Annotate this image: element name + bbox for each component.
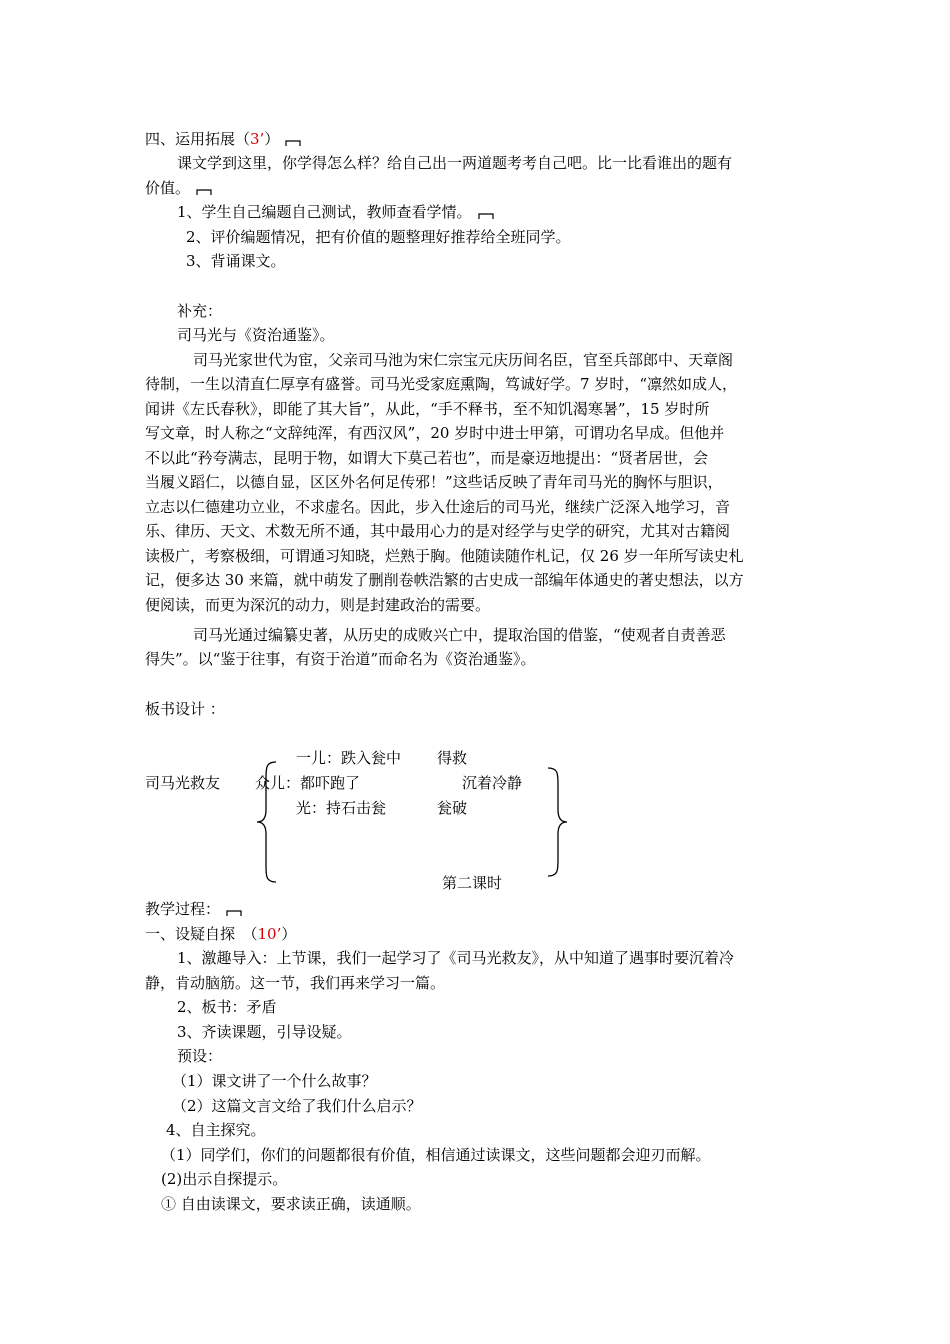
return-mark-icon: [285, 139, 301, 147]
supplement-para1-line: 读极广，考察极细，可谓通习知晓，烂熟于胸。他随读随作札记，仅 26 岁一年所写读史札: [145, 547, 744, 565]
supplement-para1-line: 司马光家世代为宦，父亲司马池为宋仁宗宝元庆历间名臣，官至兵部郎中、天章阁: [193, 351, 734, 369]
right-brace-icon: [544, 766, 570, 878]
lesson2-process: 教学过程：: [145, 899, 242, 919]
board-row3-left: 光：持石击瓮: [296, 799, 387, 817]
section4-item-2: 2、评价编题情况，把有价值的题整理好推荐给全班同学。: [186, 228, 571, 246]
lesson2-line: ① 自由读课文，要求读正确，读通顺。: [161, 1195, 421, 1213]
section4-heading-suffix: ）: [264, 130, 280, 148]
board-row2-right: 沉着冷静: [462, 774, 523, 792]
board-row3-right: 瓮破: [437, 799, 468, 817]
section4-heading: [145, 129, 301, 149]
supplement-para1-line: 待制，一生以清直仁厚享有盛誉。司马光受家庭熏陶，笃诚好学。7 岁时，“凛然如成人，: [145, 375, 737, 393]
lesson2-line: 1、激趣导入：上节课，我们一起学习了《司马光救友》，从中知道了遇事时要沉着冷: [177, 949, 735, 967]
section4-intro-line2: 价值。: [145, 178, 212, 198]
section4-item-1: 1、学生自己编题自己测试，教师查看学情。: [177, 202, 494, 222]
supplement-para1-line: 写文章，时人称之“文辞纯浑，有西汉风”，20 岁时中进士甲第，可谓功名早成。但他并: [145, 424, 725, 442]
lesson2-line: 4、自主探究。: [166, 1121, 266, 1139]
board-label: 板书设计 ：: [145, 700, 225, 718]
lesson2-title: 第二课时: [442, 874, 503, 892]
section4-intro-line1: 课文学到这里，你学得怎么样？给自己出一两道题考考自己吧。比一比看谁出的题有: [177, 154, 733, 172]
left-brace-icon: [254, 760, 280, 884]
supplement-para1-line: 便阅读，而更为深沉的动力，则是封建政治的需要。: [145, 596, 491, 614]
section4-heading-prefix: 四、运用拓展（: [145, 130, 251, 148]
supplement-para1-line: 记，便多达 30 来篇，就中萌发了删削卷帙浩繁的古史成一部编年体通史的著史想法，以方: [145, 571, 744, 589]
lesson2-line: （1）课文讲了一个什么故事？: [172, 1072, 377, 1090]
board-row1-right: 得救: [437, 749, 468, 767]
supplement-para1-line: 乐、律历、天文、术数无所不通，其中最用心力的是对经学与史学的研究，尤其对古籍阅: [145, 522, 731, 540]
return-mark-icon: [226, 909, 242, 917]
lesson2-line: （1）同学们，你们的问题都很有价值，相信通过读课文，这些问题都会迎刃而解。: [161, 1146, 711, 1164]
supplement-title: 司马光与《资治通鉴》。: [177, 326, 335, 344]
lesson2-line: 3、齐读课题，引导设疑。: [177, 1023, 352, 1041]
lesson2-line: 预设：: [177, 1047, 223, 1065]
supplement-para1-line: 不以此“矜夸满志，昆明于物，如谓大下莫己若也”，而是豪迈地提出：“贤者居世，会: [145, 449, 709, 467]
return-mark-icon: [196, 188, 212, 196]
supplement-para1-line: 闻讲《左氏春秋》，即能了其大旨”，从此，“手不释书，至不知饥渴寒暑”，15 岁时所: [145, 400, 710, 418]
board-row1-left: 一儿：跌入瓮中: [296, 749, 402, 767]
board-row2-left: 众儿：都吓跑了: [255, 774, 361, 792]
return-mark-icon: [478, 212, 494, 220]
lesson2-line: (2)出示自探提示。: [161, 1170, 288, 1188]
supplement-para1-line: 立志以仁德建功立业，不求虚名。因此，步入仕途后的司马光，继续广泛深入地学习，音: [145, 498, 731, 516]
lesson2-line: （2）这篇文言文给了我们什么启示？: [172, 1097, 422, 1115]
lesson2-section1-heading: 一、设疑自探 （10’）: [145, 925, 297, 943]
supplement-para2-line: 司马光通过编纂史著，从历史的成败兴亡中，提取治国的借鉴，“使观者自责善恶: [193, 626, 726, 644]
section4-item-3: 3、背诵课文。: [186, 252, 286, 270]
section4-heading-time: 3’: [250, 130, 265, 148]
lesson2-line: 静，肯动脑筋。这一节，我们再来学习一篇。: [145, 974, 446, 992]
supplement-para1-line: 当履义蹈仁，以德自显，区区外名何足传邪！”这些话反映了青年司马光的胸怀与胆识，: [145, 473, 723, 491]
supplement-label: 补充：: [177, 302, 223, 320]
board-title: 司马光救友: [145, 774, 221, 792]
supplement-para2-line: 得失”。以“鉴于往事，有资于治道”而命名为《资治通鉴》。: [145, 650, 536, 668]
lesson2-line: 2、板书：矛盾: [177, 998, 277, 1016]
